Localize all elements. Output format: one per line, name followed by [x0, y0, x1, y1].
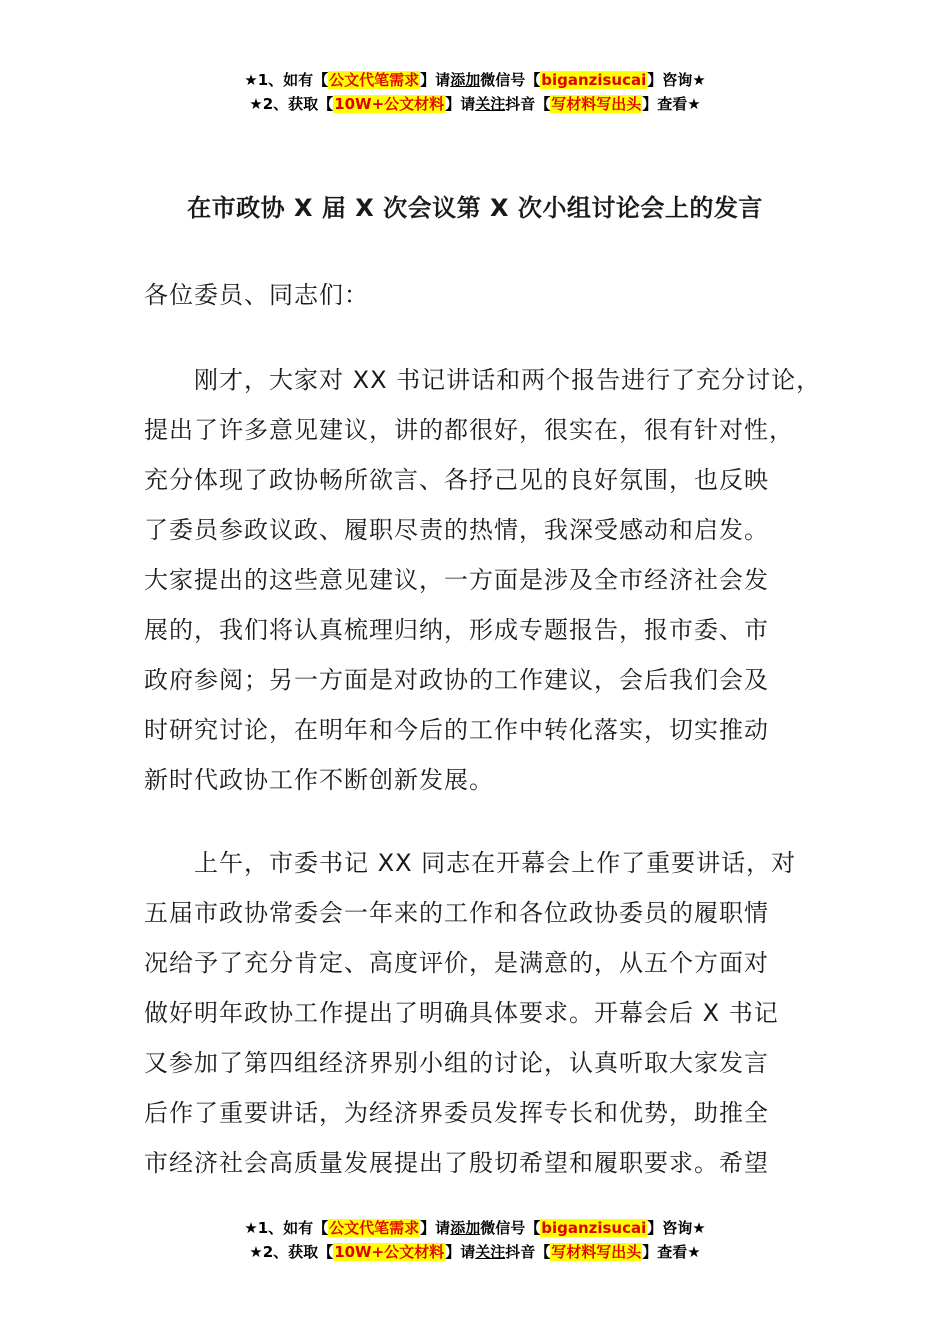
paragraph-line: 了委员参政议政、履职尽责的热情，我深受感动和启发。 — [144, 516, 769, 544]
highlight-materials: 10W+公文材料 — [334, 1243, 445, 1261]
footer-banner — [0, 1216, 950, 1264]
paragraph-line: 五届市政协常委会一年来的工作和各位政协委员的履职情 — [144, 899, 769, 927]
paragraph-line: 政府参阅；另一方面是对政协的工作建议，会后我们会及 — [144, 666, 769, 694]
paragraph-line: 后作了重要讲话，为经济界委员发挥专长和优势，助推全 — [144, 1099, 769, 1127]
banner-text: 】查看★ — [642, 95, 701, 113]
highlight-douyin: 写材料写出头 — [551, 1243, 642, 1261]
paragraph-1 — [144, 355, 822, 805]
banner-text: 抖音【 — [505, 95, 551, 113]
header-banner — [0, 68, 950, 116]
paragraph-line: 刚才，大家对 XX 书记讲话和两个报告进行了充分讨论， — [194, 366, 822, 394]
banner-text: 】咨询★ — [647, 1219, 706, 1237]
paragraph-line: 新时代政协工作不断创新发展。 — [144, 766, 494, 794]
banner-text: 】请 — [420, 71, 451, 89]
banner-text: ★1、如有【 — [244, 1219, 329, 1237]
highlight-wechat-id: biganzisucai — [541, 71, 647, 89]
paragraph-line: 大家提出的这些意见建议，一方面是涉及全市经济社会发 — [144, 566, 769, 594]
banner-text: 】请 — [445, 1243, 476, 1261]
highlight-materials: 10W+公文材料 — [334, 95, 445, 113]
banner-text: 】咨询★ — [647, 71, 706, 89]
paragraph-line: 时研究讨论，在明年和今后的工作中转化落实，切实推动 — [144, 716, 769, 744]
highlight-service: 公文代笔需求 — [329, 1219, 420, 1237]
paragraph-2 — [144, 838, 797, 1188]
paragraph-line: 展的，我们将认真梳理归纳，形成专题报告，报市委、市 — [144, 616, 769, 644]
paragraph-line: 况给予了充分肯定、高度评价，是满意的，从五个方面对 — [144, 949, 769, 977]
banner-line-1 — [0, 1216, 950, 1240]
highlight-douyin: 写材料写出头 — [551, 95, 642, 113]
highlight-wechat-id: biganzisucai — [541, 1219, 647, 1237]
paragraph-line: 充分体现了政协畅所欲言、各抒己见的良好氛围，也反映 — [144, 466, 769, 494]
highlight-service: 公文代笔需求 — [329, 71, 420, 89]
banner-text: 】请 — [420, 1219, 451, 1237]
banner-text: 】请 — [445, 95, 476, 113]
underlined-follow: 关注 — [475, 1243, 506, 1261]
salutation: 各位委员、同志们： — [144, 281, 369, 309]
paragraph-line: 提出了许多意见建议，讲的都很好，很实在，很有针对性， — [144, 416, 794, 444]
paragraph-line: 又参加了第四组经济界别小组的讨论，认真听取大家发言 — [144, 1049, 769, 1077]
banner-text: ★2、获取【 — [249, 95, 334, 113]
paragraph-line: 做好明年政协工作提出了明确具体要求。开幕会后 X 书记 — [144, 999, 779, 1027]
banner-line-2 — [0, 1240, 950, 1264]
underlined-add: 添加 — [450, 71, 481, 89]
banner-text: ★2、获取【 — [249, 1243, 334, 1261]
banner-text: 微信号【 — [480, 1219, 541, 1237]
document-title: 在市政协 X 届 X 次会议第 X 次小组讨论会上的发言 — [187, 194, 763, 222]
banner-text: 抖音【 — [505, 1243, 551, 1261]
banner-line-2 — [0, 92, 950, 116]
banner-text: 微信号【 — [480, 71, 541, 89]
banner-text: 】查看★ — [642, 1243, 701, 1261]
underlined-follow: 关注 — [475, 95, 506, 113]
banner-text: ★1、如有【 — [244, 71, 329, 89]
banner-line-1 — [0, 68, 950, 92]
underlined-add: 添加 — [450, 1219, 481, 1237]
paragraph-line: 上午，市委书记 XX 同志在开幕会上作了重要讲话，对 — [194, 849, 797, 877]
paragraph-line: 市经济社会高质量发展提出了殷切希望和履职要求。希望 — [144, 1149, 769, 1177]
